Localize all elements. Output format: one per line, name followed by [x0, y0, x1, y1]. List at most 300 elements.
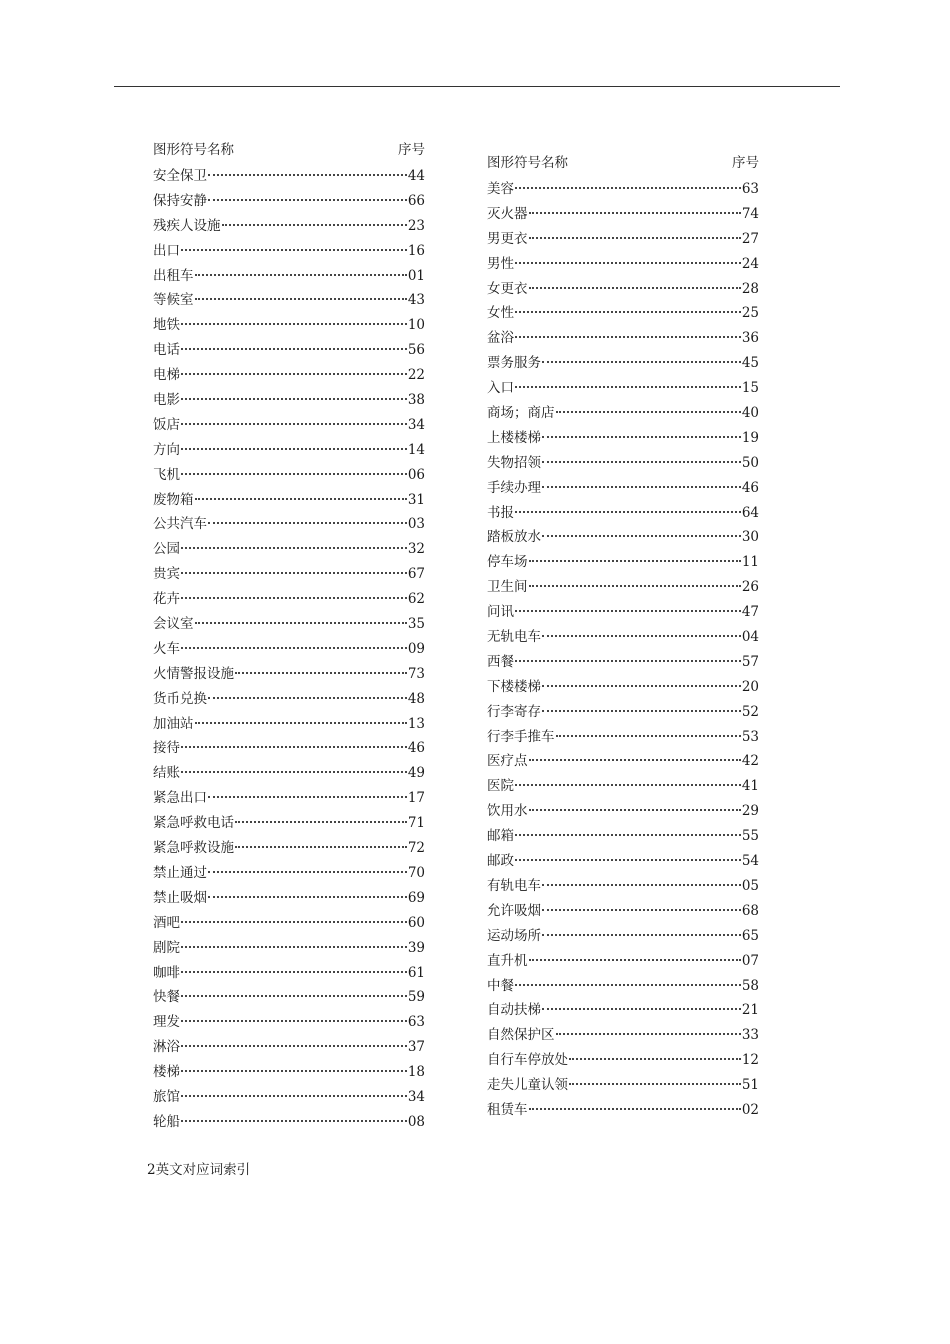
dot-leader [181, 1020, 407, 1022]
entry-name: 踏板放水 [487, 529, 541, 546]
entry-name: 贵宾 [153, 566, 180, 583]
entry-name: 剧院 [153, 939, 180, 956]
entry-name: 出口 [153, 242, 180, 259]
index-entry [487, 700, 759, 725]
dot-leader [208, 896, 407, 898]
entry-name: 无轨电车 [487, 629, 541, 646]
entry-number: 13 [407, 715, 425, 732]
index-entry [487, 924, 759, 949]
index-entry [153, 264, 425, 289]
entry-number: 40 [741, 405, 759, 422]
dot-leader [181, 423, 407, 425]
entry-name: 飞机 [153, 466, 180, 483]
dot-leader [515, 386, 741, 388]
entry-name: 书报 [487, 504, 514, 521]
entry-name: 失物招领 [487, 454, 541, 471]
entry-number: 68 [741, 902, 759, 919]
index-entry [487, 476, 759, 501]
entry-number: 55 [741, 828, 759, 845]
index-entry [487, 252, 759, 277]
dot-leader [181, 373, 407, 375]
entry-number: 50 [741, 454, 759, 471]
column-header-number: 序号 [732, 155, 759, 171]
dot-leader [542, 934, 741, 936]
entry-name: 火车 [153, 640, 180, 657]
entry-name: 允许吸烟 [487, 902, 541, 919]
entry-number: 33 [741, 1027, 759, 1044]
index-entry [487, 351, 759, 376]
index-column-left [153, 140, 425, 1135]
index-entry [487, 749, 759, 774]
dot-leader [515, 660, 741, 662]
entry-number: 30 [741, 529, 759, 546]
dot-leader [515, 859, 741, 861]
dot-leader [515, 336, 741, 338]
entry-number: 60 [407, 914, 425, 931]
index-entry [487, 774, 759, 799]
entry-number: 09 [407, 640, 425, 657]
entry-number: 19 [741, 429, 759, 446]
entry-name: 停车场 [487, 554, 528, 571]
dot-leader [515, 610, 741, 612]
entry-number: 34 [407, 416, 425, 433]
entry-name: 旅馆 [153, 1088, 180, 1105]
entry-name: 盆浴 [487, 330, 514, 347]
index-entry [487, 824, 759, 849]
entry-name: 废物箱 [153, 491, 194, 508]
dot-leader [208, 522, 407, 524]
entry-name: 男性 [487, 255, 514, 272]
entry-number: 58 [741, 977, 759, 994]
entry-name: 直升机 [487, 952, 528, 969]
entry-name: 女更衣 [487, 280, 528, 297]
entry-name: 公园 [153, 541, 180, 558]
dot-leader [542, 710, 741, 712]
index-entry [153, 936, 425, 961]
entry-number: 66 [407, 192, 425, 209]
dot-leader [181, 946, 407, 948]
dot-leader [181, 348, 407, 350]
index-entry [153, 1035, 425, 1060]
entry-number: 32 [407, 541, 425, 558]
index-entry [153, 811, 425, 836]
entry-name: 入口 [487, 380, 514, 397]
index-entry-list [153, 164, 425, 1135]
dot-leader [181, 1095, 407, 1097]
column-header-name: 图形符号名称 [487, 155, 568, 171]
entry-name: 轮船 [153, 1113, 180, 1130]
entry-name: 花卉 [153, 591, 180, 608]
index-entry [487, 575, 759, 600]
entry-number: 41 [741, 778, 759, 795]
index-entry [487, 550, 759, 575]
index-entry [153, 687, 425, 712]
entry-name: 女性 [487, 305, 514, 322]
dot-leader [181, 398, 407, 400]
dot-leader [208, 199, 407, 201]
dot-leader [195, 274, 407, 276]
dot-leader [542, 361, 741, 363]
index-entry [487, 202, 759, 227]
entry-number: 61 [407, 964, 425, 981]
dot-leader [181, 448, 407, 450]
index-entry [153, 786, 425, 811]
index-entry [153, 463, 425, 488]
dot-leader [529, 585, 741, 587]
entry-number: 67 [407, 566, 425, 583]
index-entry [153, 1085, 425, 1110]
header-rule [114, 86, 840, 87]
entry-name: 医疗点 [487, 753, 528, 770]
index-entry [153, 1010, 425, 1035]
index-entry [153, 313, 425, 338]
index-entry [153, 587, 425, 612]
dot-leader [181, 921, 407, 923]
entry-number: 45 [741, 355, 759, 372]
entry-name: 楼梯 [153, 1064, 180, 1081]
index-entry [153, 214, 425, 239]
index-entry [487, 725, 759, 750]
index-entry [487, 1098, 759, 1123]
index-entry [487, 949, 759, 974]
dot-leader [181, 746, 407, 748]
index-entry [487, 451, 759, 476]
entry-name: 男更衣 [487, 230, 528, 247]
dot-leader [569, 1058, 741, 1060]
entry-number: 47 [741, 604, 759, 621]
dot-leader [181, 473, 407, 475]
entry-name: 安全保卫 [153, 168, 207, 184]
entry-number: 28 [741, 280, 759, 297]
entry-number: 53 [741, 728, 759, 745]
entry-name: 公共汽车 [153, 516, 207, 533]
entry-number: 22 [407, 367, 425, 384]
entry-name: 租赁车 [487, 1101, 528, 1118]
entry-name: 上楼楼梯 [487, 429, 541, 446]
dot-leader [181, 971, 407, 973]
index-entry [487, 899, 759, 924]
dot-leader [195, 622, 407, 624]
index-entry [153, 537, 425, 562]
dot-leader [208, 174, 407, 176]
entry-number: 20 [741, 678, 759, 695]
entry-name: 加油站 [153, 715, 194, 732]
entry-number: 35 [407, 616, 425, 633]
dot-leader [529, 237, 741, 239]
dot-leader [529, 759, 741, 761]
index-entry [487, 675, 759, 700]
index-entry [153, 363, 425, 388]
entry-number: 63 [741, 181, 759, 197]
entry-name: 走失儿童认领 [487, 1077, 568, 1094]
dot-leader [208, 697, 407, 699]
entry-name: 商场；商店 [487, 405, 555, 422]
entry-number: 44 [407, 168, 425, 184]
index-entry [487, 227, 759, 252]
index-entry [487, 1048, 759, 1073]
entry-name: 行李手推车 [487, 728, 555, 745]
dot-leader [556, 1033, 741, 1035]
dot-leader [542, 1008, 741, 1010]
index-entry [487, 625, 759, 650]
index-entry [487, 177, 759, 202]
dot-leader [181, 1070, 407, 1072]
entry-number: 59 [407, 989, 425, 1006]
entry-name: 货币兑换 [153, 690, 207, 707]
dot-leader [195, 722, 407, 724]
entry-number: 51 [741, 1077, 759, 1094]
entry-number: 46 [407, 740, 425, 757]
entry-name: 自然保护区 [487, 1027, 555, 1044]
index-entry [153, 662, 425, 687]
entry-name: 行李寄存 [487, 703, 541, 720]
entry-name: 票务服务 [487, 355, 541, 372]
entry-name: 残疾人设施 [153, 217, 221, 234]
column-header [153, 140, 425, 164]
entry-number: 57 [741, 653, 759, 670]
entry-number: 15 [741, 380, 759, 397]
dot-leader [569, 1083, 741, 1085]
dot-leader [515, 311, 741, 313]
entry-number: 06 [407, 466, 425, 483]
index-entry [153, 736, 425, 761]
entry-number: 69 [407, 889, 425, 906]
entry-name: 饮用水 [487, 803, 528, 820]
dot-leader [235, 672, 407, 674]
entry-name: 禁止通过 [153, 864, 207, 881]
entry-number: 38 [407, 392, 425, 409]
dot-leader [181, 771, 407, 773]
entry-number: 52 [741, 703, 759, 720]
index-entry [487, 1023, 759, 1048]
index-entry [153, 836, 425, 861]
entry-number: 48 [407, 690, 425, 707]
dot-leader [556, 411, 741, 413]
dot-leader [181, 647, 407, 649]
dot-leader [529, 212, 741, 214]
dot-leader [542, 436, 741, 438]
entry-name: 自动扶梯 [487, 1002, 541, 1019]
index-entry [487, 998, 759, 1023]
index-entry [487, 600, 759, 625]
entry-number: 34 [407, 1088, 425, 1105]
entry-number: 14 [407, 441, 425, 458]
column-header-number: 序号 [398, 142, 425, 158]
index-entry [153, 388, 425, 413]
index-entry [153, 886, 425, 911]
dot-leader [195, 298, 407, 300]
entry-name: 咖啡 [153, 964, 180, 981]
index-entry [153, 189, 425, 214]
entry-name: 下楼楼梯 [487, 678, 541, 695]
entry-number: 70 [407, 864, 425, 881]
entry-name: 自行车停放处 [487, 1052, 568, 1069]
entry-number: 39 [407, 939, 425, 956]
entry-number: 36 [741, 330, 759, 347]
dot-leader [529, 1108, 741, 1110]
entry-name: 紧急呼救电话 [153, 815, 234, 832]
entry-number: 62 [407, 591, 425, 608]
index-entry [153, 488, 425, 513]
entry-name: 结账 [153, 765, 180, 782]
index-entry [487, 301, 759, 326]
entry-number: 17 [407, 790, 425, 807]
index-entry [487, 799, 759, 824]
entry-name: 紧急出口 [153, 790, 207, 807]
dot-leader [529, 959, 741, 961]
entry-name: 运动场所 [487, 927, 541, 944]
dot-leader [181, 547, 407, 549]
dot-leader [181, 572, 407, 574]
entry-name: 电影 [153, 392, 180, 409]
index-entry [153, 562, 425, 587]
dot-leader [529, 287, 741, 289]
index-entry [153, 985, 425, 1010]
index-entry [153, 164, 425, 189]
entry-number: 46 [741, 479, 759, 496]
entry-name: 邮箱 [487, 828, 514, 845]
dot-leader [515, 834, 741, 836]
entry-number: 63 [407, 1014, 425, 1031]
dot-leader [222, 224, 407, 226]
dot-leader [515, 262, 741, 264]
index-entry [153, 413, 425, 438]
dot-leader [542, 685, 741, 687]
entry-number: 02 [741, 1101, 759, 1118]
section-heading: 2英文对应词索引 [147, 1162, 251, 1178]
dot-leader [208, 871, 407, 873]
entry-name: 医院 [487, 778, 514, 795]
dot-leader [195, 498, 407, 500]
entry-name: 酒吧 [153, 914, 180, 931]
entry-name: 西餐 [487, 653, 514, 670]
dot-leader [181, 597, 407, 599]
dot-leader [181, 995, 407, 997]
entry-number: 31 [407, 491, 425, 508]
entry-number: 21 [741, 1002, 759, 1019]
entry-number: 04 [741, 629, 759, 646]
index-entry [487, 525, 759, 550]
entry-number: 23 [407, 217, 425, 234]
index-entry-list [487, 177, 759, 1123]
index-entry [153, 239, 425, 264]
entry-name: 快餐 [153, 989, 180, 1006]
dot-leader [542, 486, 741, 488]
entry-name: 灭火器 [487, 205, 528, 222]
index-entry [153, 612, 425, 637]
entry-number: 18 [407, 1064, 425, 1081]
index-entry [153, 438, 425, 463]
entry-name: 理发 [153, 1014, 180, 1031]
entry-name: 淋浴 [153, 1039, 180, 1056]
dot-leader [208, 796, 407, 798]
index-entry [153, 961, 425, 986]
entry-number: 71 [407, 815, 425, 832]
dot-leader [515, 511, 741, 513]
index-entry [487, 277, 759, 302]
dot-leader [556, 735, 741, 737]
entry-number: 73 [407, 665, 425, 682]
entry-name: 会议室 [153, 616, 194, 633]
entry-number: 72 [407, 840, 425, 857]
entry-number: 25 [741, 305, 759, 322]
index-entry [487, 650, 759, 675]
entry-number: 54 [741, 853, 759, 870]
entry-number: 42 [741, 753, 759, 770]
entry-number: 56 [407, 342, 425, 359]
dot-leader [181, 1045, 407, 1047]
entry-number: 26 [741, 579, 759, 596]
column-header [487, 153, 759, 177]
index-entry [153, 338, 425, 363]
entry-name: 电话 [153, 342, 180, 359]
entry-name: 保持安静 [153, 192, 207, 209]
index-entry [487, 849, 759, 874]
entry-name: 卫生间 [487, 579, 528, 596]
entry-name: 地铁 [153, 317, 180, 334]
index-entry [487, 874, 759, 899]
dot-leader [515, 784, 741, 786]
index-entry [487, 1073, 759, 1098]
entry-number: 05 [741, 877, 759, 894]
dot-leader [542, 461, 741, 463]
entry-number: 16 [407, 242, 425, 259]
entry-name: 出租车 [153, 267, 194, 284]
entry-name: 火情警报设施 [153, 665, 234, 682]
dot-leader [515, 187, 741, 189]
entry-number: 24 [741, 255, 759, 272]
entry-number: 29 [741, 803, 759, 820]
index-entry [487, 326, 759, 351]
dot-leader [515, 984, 741, 986]
index-entry [153, 911, 425, 936]
index-entry [487, 501, 759, 526]
entry-name: 中餐 [487, 977, 514, 994]
entry-number: 43 [407, 292, 425, 309]
entry-name: 美容 [487, 181, 514, 197]
entry-name: 问讯 [487, 604, 514, 621]
entry-name: 电梯 [153, 367, 180, 384]
dot-leader [542, 884, 741, 886]
index-entry [153, 1110, 425, 1135]
index-entry [487, 401, 759, 426]
index-entry [153, 712, 425, 737]
index-entry [153, 861, 425, 886]
entry-number: 64 [741, 504, 759, 521]
entry-number: 01 [407, 267, 425, 284]
entry-number: 49 [407, 765, 425, 782]
index-entry [153, 761, 425, 786]
dot-leader [542, 635, 741, 637]
entry-number: 65 [741, 927, 759, 944]
index-column-right [487, 153, 759, 1123]
index-entry [487, 974, 759, 999]
dot-leader [529, 809, 741, 811]
entry-name: 接待 [153, 740, 180, 757]
entry-name: 邮政 [487, 853, 514, 870]
index-entry [487, 376, 759, 401]
dot-leader [529, 560, 741, 562]
entry-name: 有轨电车 [487, 877, 541, 894]
entry-number: 11 [741, 554, 759, 571]
entry-number: 08 [407, 1113, 425, 1130]
entry-number: 37 [407, 1039, 425, 1056]
entry-name: 方向 [153, 441, 180, 458]
entry-number: 10 [407, 317, 425, 334]
dot-leader [235, 821, 407, 823]
entry-number: 07 [741, 952, 759, 969]
index-entry [487, 426, 759, 451]
